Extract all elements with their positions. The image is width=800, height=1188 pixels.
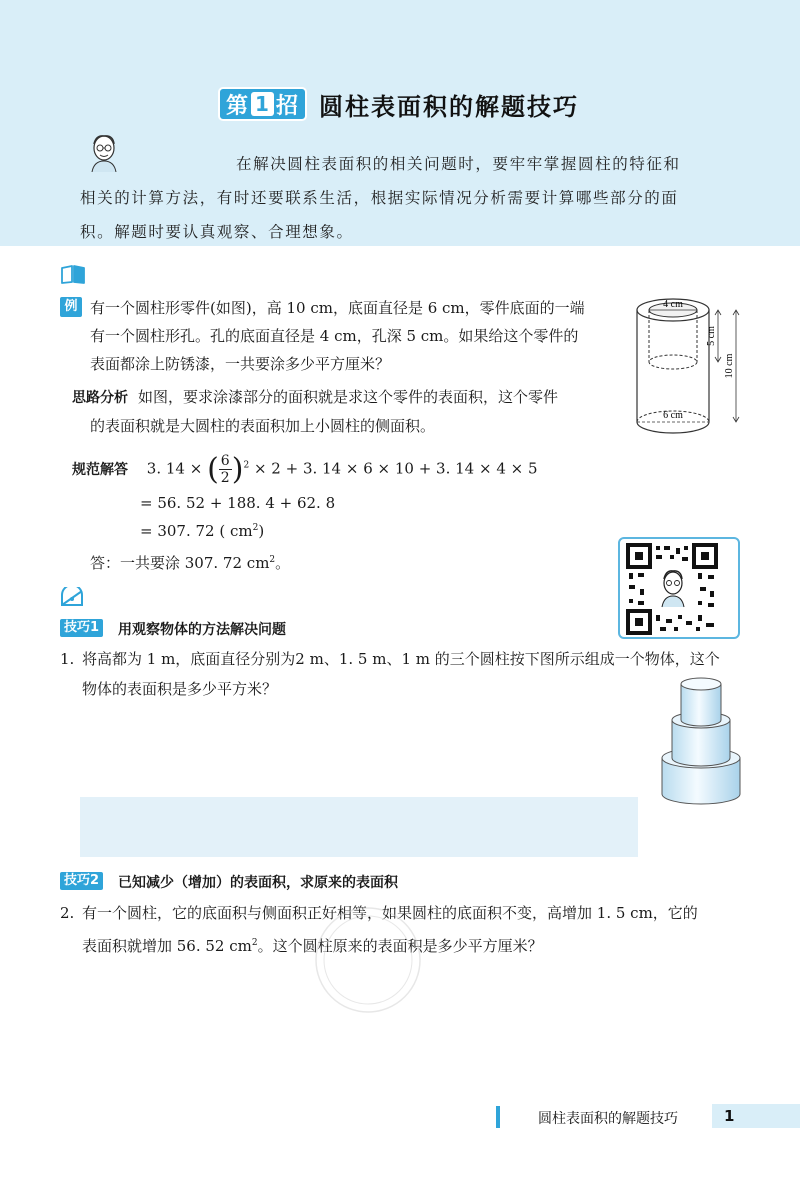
title-row	[218, 86, 579, 122]
badge-post: 招	[275, 93, 299, 119]
label-hole-depth: 5 cm	[706, 326, 717, 346]
example-line-3: 表面都涂上防锈漆，一共要涂多少平方厘米？	[90, 355, 391, 373]
q1-line-1: 将高都为 1 m，底面直径分别为2 m、1. 5 m、1 m 的三个圆柱按下图所示组成一个物体，这个	[82, 650, 720, 668]
tip2-title: 已知减少（增加）的表面积，求原来的表面积	[118, 875, 398, 891]
answer-line	[90, 552, 290, 573]
solution-pre: 3. 14 ×	[146, 459, 203, 478]
q1-line-2: 物体的表面积是多少平方米？	[82, 680, 278, 698]
badge-number: 1	[251, 92, 274, 116]
tip1-tag: 技巧1	[60, 619, 103, 637]
protractor-icon	[60, 587, 84, 607]
chapter-badge	[218, 87, 307, 121]
solution-heading: 规范解答	[72, 461, 128, 478]
tip1-title: 用观察物体的方法解决问题	[118, 622, 286, 638]
example-tag: 例	[60, 297, 82, 317]
solution-step3-pre: = 307. 72 ( cm	[140, 522, 253, 540]
example-text	[90, 294, 628, 378]
paren-open: (	[207, 452, 219, 487]
qr-code-icon	[626, 543, 718, 635]
q2-line-1: 有一个圆柱，它的底面积与侧面积正好相等，如果圆柱的底面积不变，高增加 1. 5 cm，它的	[82, 904, 698, 922]
solution-step3-post: )	[258, 522, 265, 540]
example-line-1: 有一个圆柱形零件(如图)，高 10 cm，底面直径是 6 cm，零件底面的一端	[90, 299, 585, 317]
answer-exp: 2	[269, 555, 276, 565]
qr-code-box[interactable]	[618, 537, 740, 639]
intro-line-1: 在解决圆柱表面积的相关问题时，要牢牢掌握圆柱的特征和	[236, 155, 681, 173]
answer-post: 。	[275, 554, 291, 572]
badge-pre: 第	[226, 93, 250, 119]
q2-number: 2.	[60, 904, 75, 922]
q1-number: 1.	[60, 650, 75, 668]
label-height: 10 cm	[724, 353, 735, 379]
watermark-stamp	[288, 900, 448, 1020]
open-book-icon	[60, 264, 86, 284]
solution-line-1	[72, 452, 538, 487]
solution-post: × 2 + 3. 14 × 6 × 10 + 3. 14 × 4 × 5	[253, 459, 538, 478]
footer-section-title: 圆柱表面积的解题技巧	[538, 1111, 678, 1127]
label-top-diameter: 4 cm	[663, 299, 683, 310]
q2-line-2-pre: 表面积就增加 56. 52 cm	[82, 937, 252, 955]
solution-line-3	[140, 522, 264, 540]
analysis-block	[72, 383, 632, 440]
footer-accent-bar	[496, 1106, 500, 1128]
page-number: 1	[712, 1104, 800, 1128]
fraction	[219, 453, 232, 486]
solution-step3-exp: 2	[252, 523, 259, 533]
analysis-heading: 思路分析	[72, 390, 128, 406]
label-bottom-diameter: 6 cm	[663, 410, 683, 421]
stacked-cylinders-figure	[656, 674, 746, 806]
intro-line-3: 积。解题时要认真观察、合理想象。	[80, 223, 354, 241]
hollow-cylinder-figure	[628, 290, 746, 450]
answer-pre: 答：一共要涂 307. 72 cm	[90, 554, 270, 572]
example-line-2: 有一个圆柱形孔。孔的底面直径是 4 cm，孔深 5 cm。如果给这个零件的	[90, 327, 579, 345]
exponent: 2	[243, 460, 250, 471]
answer-area[interactable]	[80, 797, 638, 857]
analysis-line-1: 如图，要求涂漆部分的面积就是求这个零件的表面积，这个零件	[138, 388, 559, 406]
question-1	[60, 644, 740, 704]
solution-line-2: = 56. 52 + 188. 4 + 62. 8	[140, 494, 336, 512]
fraction-denominator: 2	[220, 470, 230, 486]
q2-exp: 2	[251, 938, 258, 948]
intro-paragraph	[80, 147, 728, 249]
tip2-tag: 技巧2	[60, 872, 103, 890]
analysis-line-2: 的表面积就是大圆柱的表面积加上小圆柱的侧面积。	[90, 417, 436, 435]
fraction-numerator: 6	[220, 453, 230, 469]
intro-line-2: 相关的计算方法，有时还要联系生活，根据实际情况分析需要计算哪些部分的面	[80, 189, 679, 207]
q2-line-2-post: 。这个圆柱原来的表面积是多少平方厘米？	[257, 937, 543, 955]
paren-close: )	[231, 452, 244, 487]
page-title: 圆柱表面积的解题技巧	[318, 92, 579, 121]
